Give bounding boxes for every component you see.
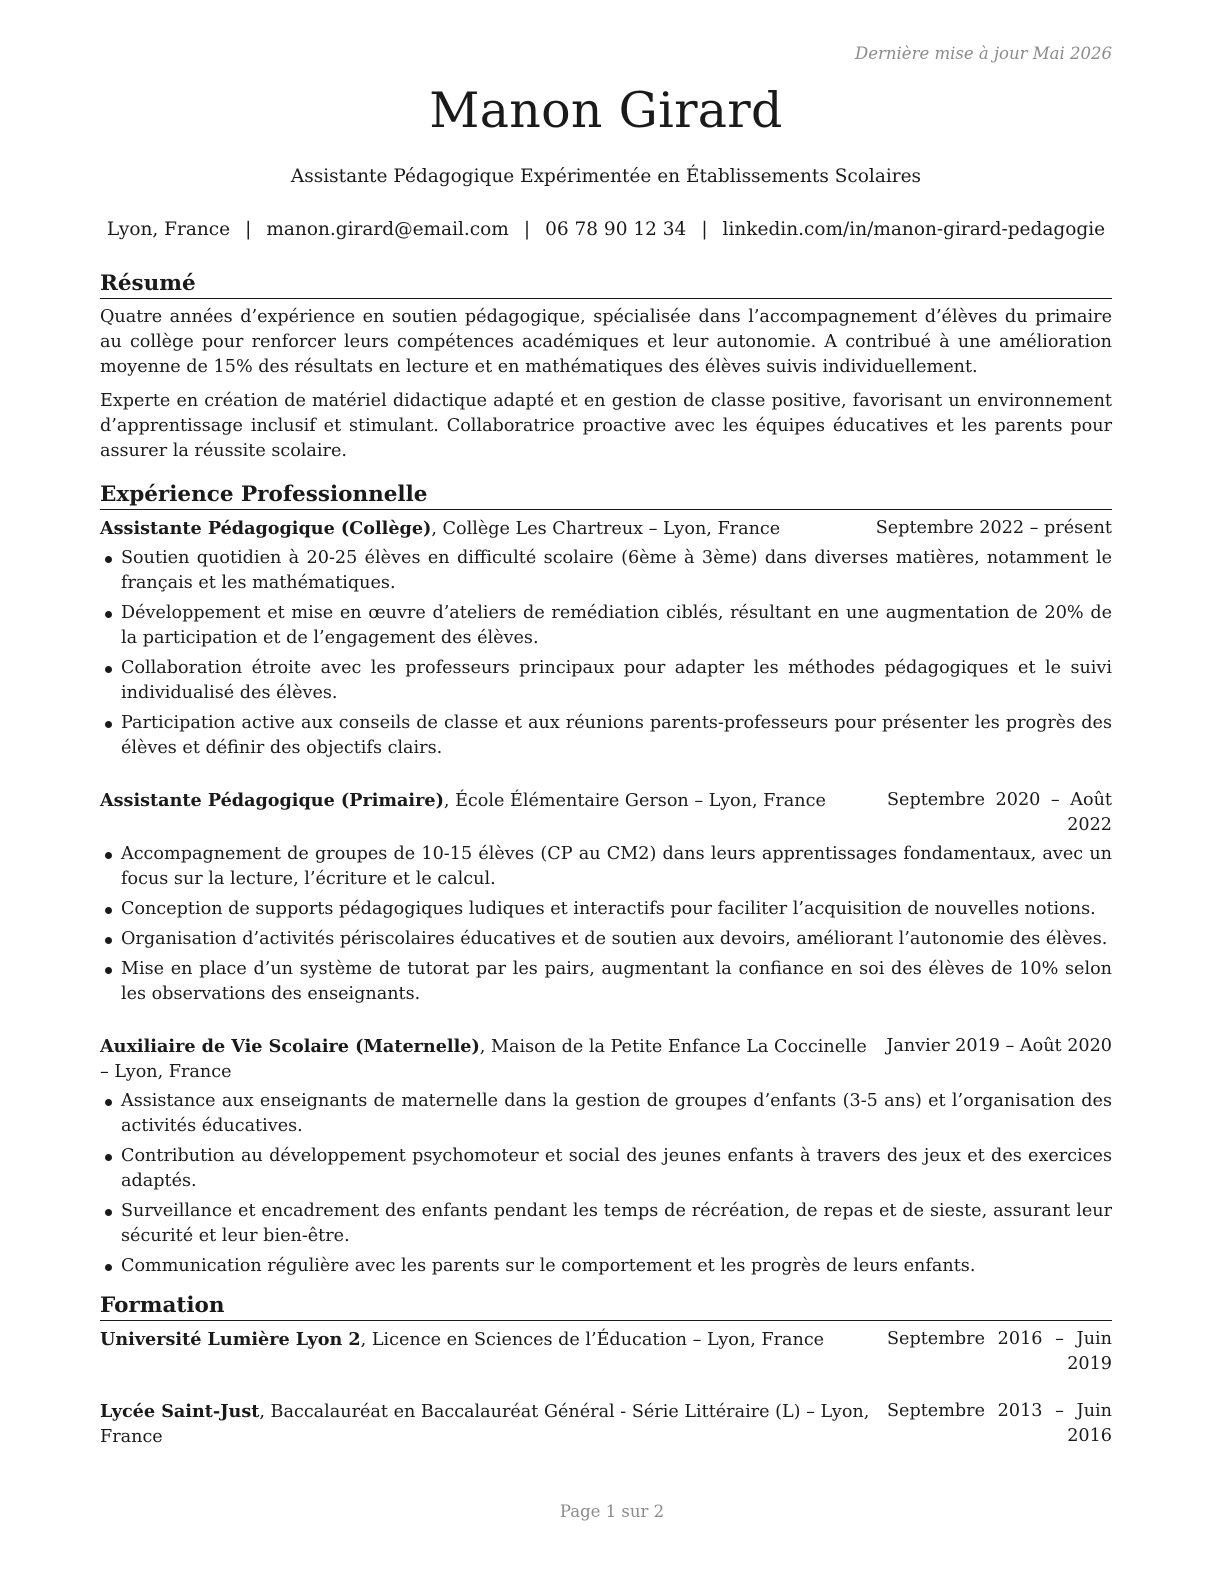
- job-dates: Septembre 2020 – Août 2022: [887, 790, 1112, 835]
- contact-linkedin[interactable]: linkedin.com/in/manon-girard-pedagogie: [722, 219, 1106, 240]
- education-dates: Septembre 2013 – Juin 2016: [887, 1401, 1112, 1446]
- job-role: Assistante Pédagogique (Collège): [100, 518, 432, 539]
- resume-content: [100, 270, 1112, 1450]
- education-school: Université Lumière Lyon 2: [100, 1329, 361, 1350]
- summary-paragraph: Quatre années d’expérience en soutien pédagogique, spécialisée dans l’accompagnement d’élèves du primaire au collège pour renforcer leurs compétences académiques et leur autonomie. A contribué à une amélioration moyenne de 15% des résultats en lecture et en mathématiques des élèves suivis individuellement.: [100, 307, 1112, 377]
- resume-page: [100, 0, 1112, 1584]
- contact-email[interactable]: manon.girard@email.com: [266, 219, 509, 240]
- list-item: Accompagnement de groupes de 10-15 élèves (CP au CM2) dans leurs apprentissages fondamentaux, avec un focus sur la lecture, l’écriture et le calcul.: [100, 842, 1112, 892]
- job-header: [100, 516, 1112, 542]
- list-item: Organisation d’activités périscolaires éducatives et de soutien aux devoirs, améliorant l’autonomie des élèves.: [100, 927, 1112, 952]
- candidate-name: Manon Girard: [429, 82, 783, 139]
- job-title-line: [100, 788, 873, 814]
- list-item: Soutien quotidien à 20-25 élèves en difficulté scolaire (6ème à 3ème) dans diverses matières, notamment le français et les mathématiques.: [100, 546, 1112, 596]
- last-updated: Dernière mise à jour Mai 2026: [855, 44, 1112, 63]
- job-dates: Janvier 2019 – Août 2020: [886, 1036, 1112, 1056]
- list-item: Mise en place d’un système de tutorat par les pairs, augmentant la confiance en soi des élèves de 10% selon les observations des enseignants.: [100, 957, 1112, 1007]
- education-line: [100, 1399, 873, 1450]
- job-bullets: [100, 546, 1112, 761]
- job-bullets: [100, 1089, 1112, 1279]
- contact-separator: |: [523, 219, 531, 240]
- contact-separator: |: [701, 219, 708, 240]
- job-employer: , École Élémentaire Gerson – Lyon, France: [443, 791, 826, 811]
- summary-paragraph: Experte en création de matériel didactique adapté et en gestion de classe positive, favorisant un environnement d’apprentissage inclusif et stimulant. Collaboratrice proactive avec les équipes éducatives et les parents pour assurer la réussite scolaire.: [100, 391, 1112, 461]
- list-item: Surveillance et encadrement des enfants pendant les temps de récréation, de repas et de sieste, assurant leur sécurité et leur bien-être.: [100, 1199, 1112, 1249]
- contact-phone[interactable]: 06 78 90 12 34: [545, 219, 687, 240]
- section-heading-experience: Expérience Professionnelle: [100, 481, 1112, 510]
- education-degree: , Licence en Sciences de l’Éducation – Lyon, France: [360, 1330, 825, 1350]
- list-item: Contribution au développement psychomoteur et social des jeunes enfants à travers des jeux et des exercices adaptés.: [100, 1144, 1112, 1194]
- job-bullets: [100, 842, 1112, 1007]
- education-entry: [100, 1399, 1112, 1450]
- job-header: [100, 788, 1112, 838]
- education-entry: [100, 1327, 1112, 1377]
- education-dates: Septembre 2016 – Juin 2019: [887, 1329, 1112, 1374]
- list-item: Assistance aux enseignants de maternelle dans la gestion de groupes d’enfants (3-5 ans) et l’organisation des activités éducatives.: [100, 1089, 1112, 1139]
- job-role: Assistante Pédagogique (Primaire): [100, 790, 444, 811]
- list-item: Conception de supports pédagogiques ludiques et interactifs pour faciliter l’acquisition de nouvelles notions.: [100, 897, 1112, 922]
- education-degree: , Baccalauréat en Baccalauréat Général - Série Littéraire (L) – Lyon, France: [100, 1402, 870, 1447]
- list-item: Participation active aux conseils de classe et aux réunions parents-professeurs pour présenter les progrès des élèves et définir des objectifs clairs.: [100, 711, 1112, 761]
- list-item: Communication régulière avec les parents sur le comportement et les progrès de leurs enfants.: [100, 1254, 1112, 1279]
- contact-location: Lyon, France: [106, 219, 231, 240]
- section-heading-education: Formation: [100, 1292, 1112, 1321]
- list-item: Collaboration étroite avec les professeurs principaux pour adapter les méthodes pédagogiques et le suivi individualisé des élèves.: [100, 656, 1112, 706]
- education-line: [100, 1327, 873, 1353]
- job-dates: Septembre 2022 – présent: [875, 518, 1112, 538]
- section-heading-summary: Résumé: [100, 270, 1112, 299]
- job-title-line: [100, 516, 862, 542]
- job-employer: , Collège Les Chartreux – Lyon, France: [431, 519, 781, 539]
- candidate-title: Assistante Pédagogique Expérimentée en Établissements Scolaires: [290, 166, 922, 187]
- job-role: Auxiliaire de Vie Scolaire (Maternelle): [100, 1036, 480, 1057]
- job-title-line: [100, 1034, 872, 1085]
- page-number: Page 1 sur 2: [559, 1502, 665, 1521]
- education-school: Lycée Saint-Just: [100, 1401, 260, 1422]
- contact-line: [100, 219, 1112, 240]
- contact-separator: |: [245, 219, 252, 240]
- job-header: [100, 1034, 1112, 1085]
- job-employer: , Maison de la Petite Enfance La Coccinelle – Lyon, France: [100, 1037, 867, 1082]
- list-item: Développement et mise en œuvre d’ateliers de remédiation ciblés, résultant en une augmentation de 20% de la participation et de l’engagement des élèves.: [100, 601, 1112, 651]
